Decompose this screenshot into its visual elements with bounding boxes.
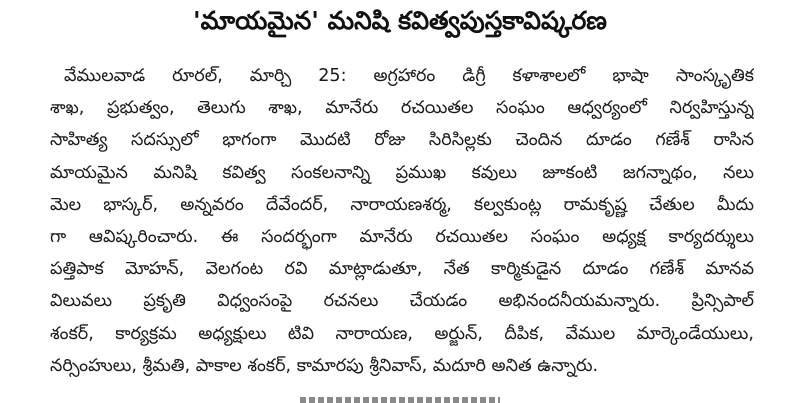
article-line-4: మాయమైన మనిషి కవిత్వ సంకలనాన్ని ప్రముఖ కవులు జూకంటి జగన్నాథం, నలు bbox=[50, 162, 754, 183]
article-line-6: గా ఆవిష్కరించారు. ఈ సందర్భంగా మానేరు రచయితల సంఘం అధ్యక్ష కార్యదర్శులు bbox=[50, 226, 754, 247]
article-line-8: విలువలు ప్రకృతి విధ్వంసంపై రచనలు చేయడం అభినందనీయమన్నారు. ప్రిన్సిపాల్ bbox=[50, 291, 754, 312]
article-line-5: మెల భాస్కర్, అన్నవరం దేవేందర్, నారాయణశర్మ, కల్వకుంట్ల రామకృష్ణ చేతుల మీదు bbox=[50, 194, 754, 215]
article-line-7: పత్తిపాక మోహన్, వెలగంట రవి మాట్లాడుతూ, నేత కార్మికుడైన దూడం గణేశ్ మానవ bbox=[50, 259, 754, 280]
article-line-9: శంకర్, కార్యక్రమ అధ్యక్షులు టివి నారాయణ, అర్జున్, దీపిక, వేముల మార్కెండేయులు, bbox=[50, 323, 754, 344]
next-article-cutoff bbox=[0, 395, 800, 403]
article-headline: 'మాయమైన' మనిషి కవిత్వపుస్తకావిష్కరణ bbox=[193, 6, 607, 35]
article-line-1: వేములవాడ రూరల్, మార్చి 25: అగ్రహారం డిగ్రీ కళాశాలలో భాషా సాంస్కృతిక bbox=[64, 66, 754, 86]
next-article-fragment bbox=[300, 397, 500, 403]
article-body bbox=[50, 60, 754, 382]
article-line-3: సాహిత్య సదస్సులో భాగంగా మొదటి రోజు సిరిసిల్లకు చెందిన దూడం గణేశ్ రాసిన bbox=[50, 130, 754, 151]
article-line-10: నర్సింహులు, శ్రీమతి, పాకాల శంకర్, కామారపు శ్రీనివాస్, మదూరి అనిత ఉన్నారు. bbox=[50, 355, 599, 376]
article-line-2: శాఖ, ప్రభుత్వం, తెలుగు శాఖ, మానేరు రచయితల సంఘం ఆధ్వర్యంలో నిర్వహిస్తున్న bbox=[50, 98, 754, 119]
